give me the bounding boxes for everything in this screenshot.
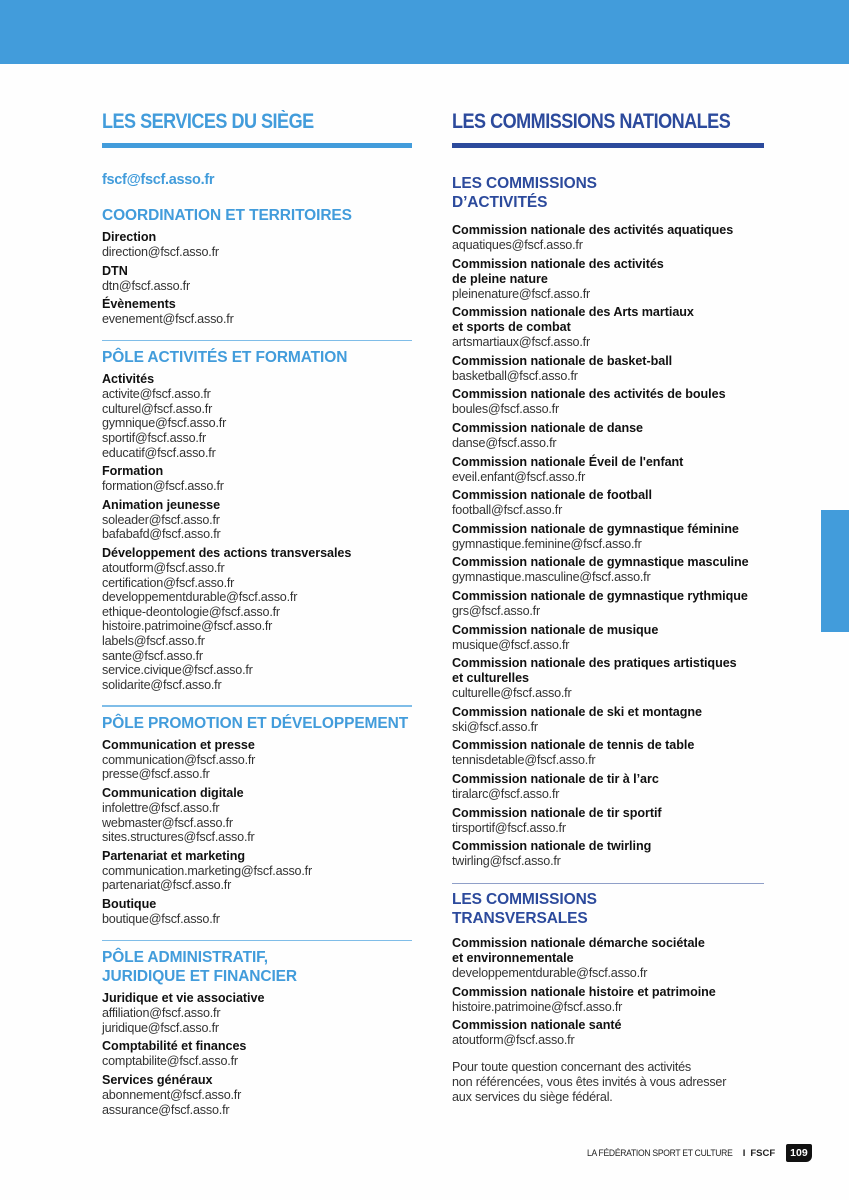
chapter-tab — [821, 510, 849, 632]
section-title: PÔLE ACTIVITÉS ET FORMATION — [102, 349, 348, 367]
section — [452, 174, 764, 869]
email-link[interactable]: communication.marketing@fscf.asso.fr — [102, 863, 312, 878]
email-link[interactable]: direction@fscf.asso.fr — [102, 245, 219, 259]
email-link[interactable]: tennisdetable@fscf.asso.fr — [452, 753, 596, 768]
contact-group — [102, 230, 412, 260]
contact-group — [102, 546, 412, 692]
group-title: Communication digitale — [102, 786, 244, 801]
email-link[interactable]: danse@fscf.asso.fr — [452, 435, 557, 450]
group-title: Commission nationale santé — [452, 1018, 622, 1033]
email-link[interactable]: soleader@fscf.asso.fr — [102, 512, 220, 527]
group-title: Activités — [102, 372, 155, 387]
contact-group — [452, 985, 764, 1015]
email-link[interactable]: sante@fscf.asso.fr — [102, 648, 203, 663]
services-column — [102, 108, 412, 1121]
group-title: Commission nationale de football — [452, 488, 652, 503]
section-title: COORDINATION ET TERRITOIRES — [102, 207, 352, 224]
contact-group — [452, 623, 764, 653]
contact-group — [452, 589, 764, 619]
section-divider — [452, 883, 764, 885]
email-link[interactable]: affiliation@fscf.asso.fr — [102, 1006, 221, 1021]
page-number: 109 — [786, 1144, 812, 1162]
group-title: Commission nationale démarche sociétale et environnementale — [452, 936, 705, 966]
contact-group — [452, 387, 764, 417]
contact-group — [102, 264, 412, 294]
group-title: Commission nationale de twirling — [452, 839, 652, 854]
contact-group — [102, 297, 412, 327]
contact-group — [452, 455, 764, 485]
email-link[interactable]: assurance@fscf.asso.fr — [102, 1102, 230, 1117]
email-link[interactable]: sites.structures@fscf.asso.fr — [102, 830, 255, 845]
footer-brand: FSCF — [750, 1147, 776, 1159]
group-title: Commission nationale des pratiques artistiques et culturelles — [452, 656, 737, 686]
contact-group — [452, 257, 764, 302]
page-footer — [587, 1143, 812, 1163]
email-link[interactable]: basketball@fscf.asso.fr — [452, 368, 578, 383]
contact-group — [102, 1073, 412, 1117]
contact-group — [452, 656, 764, 701]
section-title: PÔLE PROMOTION ET DÉVELOPPEMENT — [102, 714, 409, 732]
email-link[interactable]: dtn@fscf.asso.fr — [102, 278, 190, 293]
contact-group — [102, 738, 412, 782]
email-link[interactable]: webmaster@fscf.asso.fr — [102, 815, 233, 830]
group-title: Animation jeunesse — [102, 497, 221, 512]
commissions-title: LES COMMISSIONS NATIONALES — [452, 110, 731, 133]
group-title: Commission nationale des activités aquatiques — [452, 223, 734, 237]
section-title: LES COMMISSIONS D’ACTIVITÉS — [452, 175, 597, 211]
email-link[interactable]: pleinenature@fscf.asso.fr — [452, 286, 590, 301]
email-link[interactable]: evenement@fscf.asso.fr — [102, 312, 234, 327]
contact-group — [452, 555, 764, 585]
contact-group — [452, 1018, 764, 1048]
services-title: LES SERVICES DU SIÈGE — [102, 110, 314, 133]
email-link[interactable]: educatif@fscf.asso.fr — [102, 445, 216, 460]
email-link[interactable]: grs@fscf.asso.fr — [452, 603, 540, 618]
section — [102, 705, 412, 926]
email-link[interactable]: labels@fscf.asso.fr — [102, 634, 205, 648]
email-link[interactable]: gymnique@fscf.asso.fr — [102, 416, 227, 431]
group-title: Juridique et vie associative — [102, 991, 265, 1006]
contact-group — [452, 522, 764, 552]
contact-group — [452, 772, 764, 802]
group-title: Comptabilité et finances — [102, 1039, 247, 1054]
section-divider — [102, 705, 412, 707]
section — [102, 340, 412, 693]
group-title: Commission nationale de ski et montagne — [452, 704, 702, 719]
email-link[interactable]: developpementdurable@fscf.asso.fr — [102, 590, 298, 605]
contact-group — [452, 305, 764, 350]
email-link[interactable]: atoutform@fscf.asso.fr — [102, 561, 225, 576]
section — [102, 940, 412, 1117]
email-link[interactable]: activite@fscf.asso.fr — [102, 387, 211, 402]
contact-group — [452, 354, 764, 384]
group-title: Partenariat et marketing — [102, 848, 245, 863]
email-link[interactable]: ski@fscf.asso.fr — [452, 719, 538, 734]
email-link[interactable]: boutique@fscf.asso.fr — [102, 912, 220, 927]
email-link[interactable]: juridique@fscf.asso.fr — [102, 1020, 219, 1035]
group-title: Commission nationale de tir sportif — [452, 805, 662, 820]
services-title-rule — [102, 143, 412, 148]
group-title: Commission nationale de basket-ball — [452, 353, 673, 368]
group-title: Commission nationale des activités de boules — [452, 387, 726, 402]
section-divider — [102, 340, 412, 342]
group-title: Commission nationale des Arts martiaux et sports de combat — [452, 305, 694, 335]
group-title: Commission nationale histoire et patrimoine — [452, 984, 716, 999]
email-link[interactable]: musique@fscf.asso.fr — [452, 637, 570, 652]
email-link[interactable]: culturel@fscf.asso.fr — [102, 401, 213, 416]
email-link[interactable]: histoire.patrimoine@fscf.asso.fr — [452, 999, 623, 1014]
email-link[interactable]: boules@fscf.asso.fr — [452, 402, 559, 417]
email-link[interactable]: formation@fscf.asso.fr — [102, 479, 224, 494]
contact-group — [452, 223, 764, 253]
footer-separator: I — [742, 1147, 746, 1159]
group-title: Développement des actions transversales — [102, 546, 352, 561]
contact-group — [452, 806, 764, 836]
group-title: DTN — [102, 263, 128, 278]
contact-group — [452, 705, 764, 735]
email-link[interactable]: gymnastique.feminine@fscf.asso.fr — [452, 536, 642, 551]
email-link[interactable]: eveil.enfant@fscf.asso.fr — [452, 469, 586, 484]
email-link[interactable]: abonnement@fscf.asso.fr — [102, 1087, 242, 1102]
email-link[interactable]: service.civique@fscf.asso.fr — [102, 663, 253, 678]
section — [102, 206, 412, 327]
group-title: Évènements — [102, 297, 176, 312]
commissions-title-rule — [452, 143, 764, 148]
email-link[interactable]: artsmartiaux@fscf.asso.fr — [452, 335, 590, 350]
email-link[interactable]: tiralarc@fscf.asso.fr — [452, 786, 560, 801]
contact-group — [102, 849, 412, 893]
group-title: Commission nationale de danse — [452, 420, 643, 435]
contact-group — [102, 991, 412, 1035]
contact-group — [102, 897, 412, 927]
group-title: Direction — [102, 230, 157, 244]
email-link[interactable]: developpementdurable@fscf.asso.fr — [452, 966, 648, 981]
email-link[interactable]: communication@fscf.asso.fr — [102, 752, 256, 767]
email-link[interactable]: bafabafd@fscf.asso.fr — [102, 527, 221, 542]
contact-group — [452, 738, 764, 768]
group-title: Communication et presse — [102, 737, 255, 752]
group-title: Commission nationale de gymnastique féminine — [452, 521, 739, 536]
contact-group — [102, 1039, 412, 1069]
group-title: Formation — [102, 464, 164, 479]
section-divider — [102, 940, 412, 942]
footer-publication: LA FÉDÉRATION SPORT ET CULTURE — [587, 1147, 733, 1159]
email-link[interactable]: histoire.patrimoine@fscf.asso.fr — [102, 619, 273, 634]
contact-group — [102, 464, 412, 494]
group-title: Boutique — [102, 897, 157, 912]
contact-group — [452, 839, 764, 869]
email-link[interactable]: atoutform@fscf.asso.fr — [452, 1033, 575, 1048]
group-title: Commission nationale de gymnastique masculine — [452, 555, 749, 570]
section — [452, 883, 764, 1048]
contact-group — [102, 372, 412, 460]
email-link[interactable]: football@fscf.asso.fr — [452, 503, 563, 518]
contact-group — [102, 786, 412, 845]
group-title: Commission nationale de musique — [452, 622, 659, 637]
section-title: PÔLE ADMINISTRATIF, JURIDIQUE ET FINANCIER — [102, 949, 298, 986]
email-link[interactable]: culturelle@fscf.asso.fr — [452, 686, 572, 701]
main-email-link[interactable]: fscf@fscf.asso.fr — [102, 172, 215, 188]
email-link[interactable]: twirling@fscf.asso.fr — [452, 854, 561, 869]
group-title: Commission nationale de tennis de table — [452, 738, 695, 753]
commissions-sections — [452, 174, 764, 1048]
contact-note: Pour toute question concernant des activités non référencées, vous êtes invités à vous adresser aux services du siège fédéral. — [452, 1059, 727, 1104]
email-link[interactable]: infolettre@fscf.asso.fr — [102, 801, 220, 816]
email-link[interactable]: solidarite@fscf.asso.fr — [102, 677, 222, 692]
email-link[interactable]: gymnastique.masculine@fscf.asso.fr — [452, 570, 651, 585]
contact-group — [102, 498, 412, 542]
email-link[interactable]: comptabilite@fscf.asso.fr — [102, 1054, 238, 1069]
email-link[interactable]: tirsportif@fscf.asso.fr — [452, 820, 566, 835]
email-link[interactable]: certification@fscf.asso.fr — [102, 575, 235, 590]
header-band — [0, 0, 849, 64]
group-title: Commission nationale de gymnastique rythmique — [452, 588, 748, 603]
email-link[interactable]: presse@fscf.asso.fr — [102, 767, 210, 782]
email-link[interactable]: partenariat@fscf.asso.fr — [102, 878, 232, 893]
contact-group — [452, 488, 764, 518]
email-link[interactable]: aquatiques@fscf.asso.fr — [452, 238, 583, 252]
group-title: Services généraux — [102, 1072, 213, 1087]
group-title: Commission nationale Éveil de l'enfant — [452, 454, 684, 469]
email-link[interactable]: sportif@fscf.asso.fr — [102, 431, 206, 446]
group-title: Commission nationale de tir à l’arc — [452, 771, 659, 786]
contact-group — [452, 936, 764, 981]
contact-group — [452, 421, 764, 451]
group-title: Commission nationale des activités de pleine nature — [452, 256, 664, 286]
section-title: LES COMMISSIONS TRANSVERSALES — [452, 891, 597, 928]
commissions-column — [452, 108, 764, 1105]
email-link[interactable]: ethique-deontologie@fscf.asso.fr — [102, 604, 280, 619]
services-sections — [102, 206, 412, 1117]
